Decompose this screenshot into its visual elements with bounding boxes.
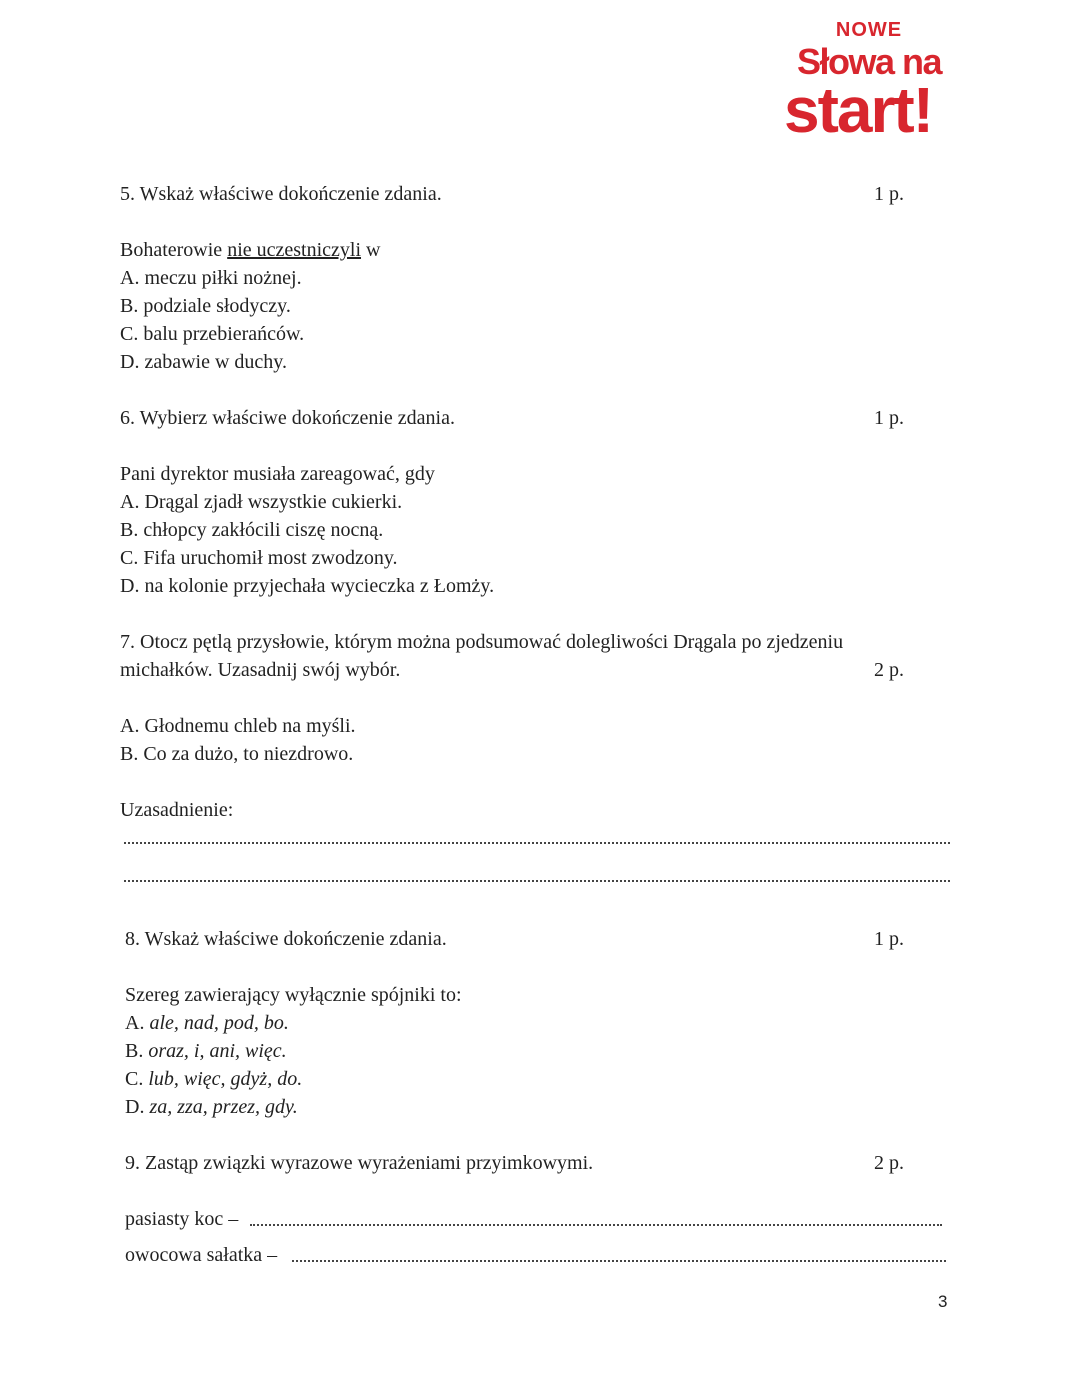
- logo-line-start: start!: [783, 74, 933, 146]
- q6-option-d[interactable]: D. na kolonie przyjechała wycieczka z Łomży.: [120, 575, 495, 597]
- q5-stem: [120, 236, 380, 264]
- q8-option-a[interactable]: [125, 1009, 289, 1037]
- q5-stem-post: w: [361, 239, 381, 261]
- q5-option-a[interactable]: A. meczu piłki nożnej.: [120, 267, 302, 289]
- q7-answer-line-2[interactable]: [124, 880, 950, 882]
- q7-points: 2 p.: [874, 659, 904, 681]
- publisher-logo: [778, 16, 948, 146]
- q7-option-a[interactable]: A. Głodnemu chleb na myśli.: [120, 715, 356, 737]
- q5-option-c[interactable]: C. balu przebierańców.: [120, 323, 305, 345]
- q6-option-a[interactable]: A. Drągal zjadł wszystkie cukierki.: [120, 491, 403, 513]
- q8-option-a-text: ale, nad, pod, bo.: [149, 1012, 289, 1034]
- q8-option-b-text: oraz, i, ani, więc.: [148, 1040, 287, 1062]
- q7-title-line2: michałków. Uzasadnij swój wybór.: [120, 659, 401, 681]
- q9-title: 9. Zastąp związki wyrazowe wyrażeniami przyimkowymi.: [125, 1152, 594, 1174]
- q5-option-b[interactable]: B. podziale słodyczy.: [120, 295, 291, 317]
- q6-stem: Pani dyrektor musiała zareagować, gdy: [120, 463, 435, 485]
- q8-option-d-letter: D.: [125, 1096, 145, 1118]
- q6-title: 6. Wybierz właściwe dokończenie zdania.: [120, 407, 455, 429]
- q8-option-b[interactable]: [125, 1037, 287, 1065]
- q9-item-2-answer-line[interactable]: [292, 1260, 946, 1262]
- q8-option-c-text: lub, więc, gdyż, do.: [148, 1068, 303, 1090]
- q8-option-c-letter: C.: [125, 1068, 144, 1090]
- logo-line-nowe: NOWE: [835, 19, 903, 41]
- q8-option-d-text: za, zza, przez, gdy.: [149, 1096, 298, 1118]
- q8-points: 1 p.: [874, 928, 904, 950]
- q5-option-d[interactable]: D. zabawie w duchy.: [120, 351, 287, 373]
- q8-option-b-letter: B.: [125, 1040, 144, 1062]
- q8-stem: Szereg zawierający wyłącznie spójniki to:: [125, 984, 462, 1006]
- q7-justification-label: Uzasadnienie:: [120, 799, 234, 821]
- q5-title: 5. Wskaż właściwe dokończenie zdania.: [120, 183, 442, 205]
- q8-option-c[interactable]: [125, 1065, 302, 1093]
- q7-answer-line-1[interactable]: [124, 842, 950, 844]
- logo-line-slowa-na: Słowa na: [796, 41, 942, 82]
- q7-title-line1: 7. Otocz pętlą przysłowie, którym można podsumować dolegliwości Drągala po zjedzeniu: [120, 631, 844, 653]
- q5-stem-underlined: nie uczestniczyli: [227, 239, 362, 261]
- q9-points: 2 p.: [874, 1152, 904, 1174]
- q8-option-d[interactable]: [125, 1093, 298, 1121]
- q9-item-1-answer-line[interactable]: [250, 1224, 942, 1226]
- q6-option-c[interactable]: C. Fifa uruchomił most zwodzony.: [120, 547, 398, 569]
- q6-points: 1 p.: [874, 407, 904, 429]
- q8-option-a-letter: A.: [125, 1012, 145, 1034]
- q7-option-b[interactable]: B. Co za dużo, to niezdrowo.: [120, 743, 354, 765]
- q6-option-b[interactable]: B. chłopcy zakłócili ciszę nocną.: [120, 519, 384, 541]
- q5-points: 1 p.: [874, 183, 904, 205]
- q9-item-2-label: owocowa sałatka –: [125, 1244, 278, 1266]
- page-number: 3: [938, 1292, 948, 1311]
- q5-stem-pre: Bohaterowie: [120, 239, 228, 261]
- q9-item-1-label: pasiasty koc –: [125, 1208, 239, 1230]
- q8-title: 8. Wskaż właściwe dokończenie zdania.: [125, 928, 447, 950]
